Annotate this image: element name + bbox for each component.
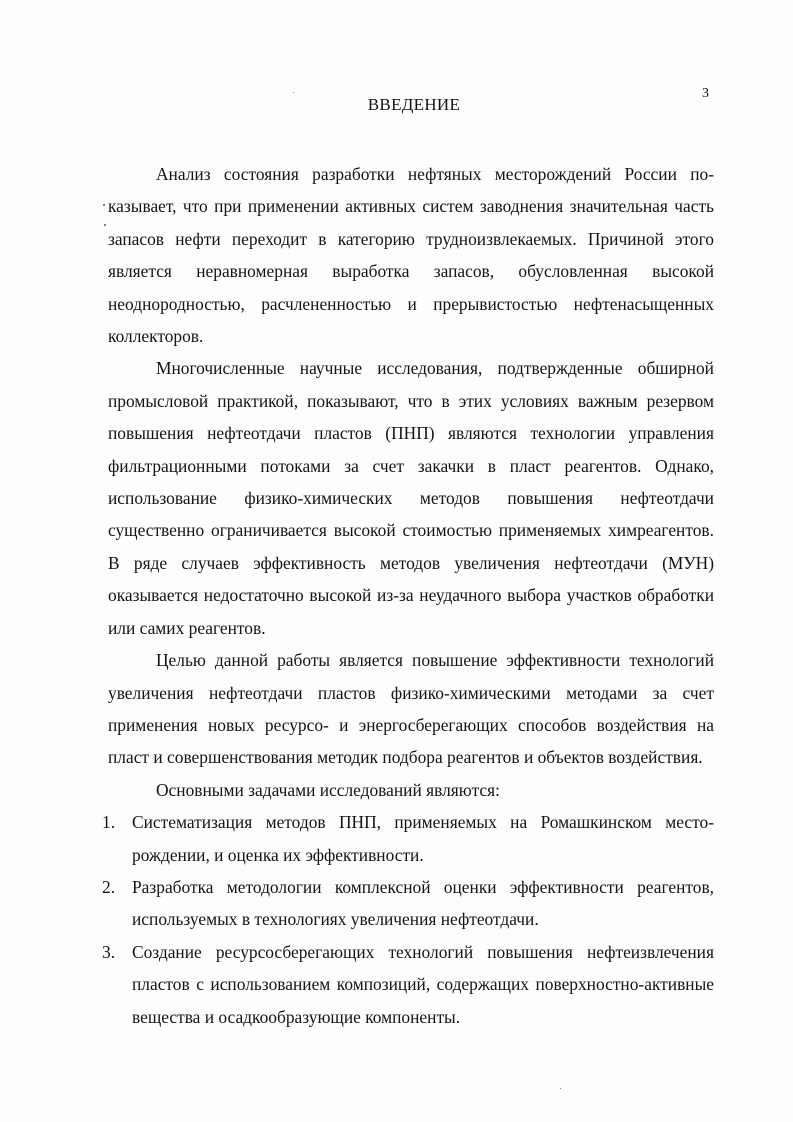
list-item-number: 1. xyxy=(102,812,116,833)
page-number: 3 xyxy=(702,86,709,101)
list-item xyxy=(102,871,714,936)
tasks-intro: Основными задачами исследований являются: xyxy=(156,779,500,800)
scan-speck xyxy=(293,92,294,93)
tasks-list xyxy=(102,806,714,1033)
list-item-text: Разработка методологии комплексной оценки эффективности реагентов, используемых в технологиях увеличения нефтеотдачи. xyxy=(132,876,714,930)
paragraph-analysis: Анализ состояния разработки нефтяных месторождений России показывает, что при применении активных систем заводнения значительная часть запасов нефти переходит в категорию трудноизвлекаемых. Причиной этого является неравномерная выработка запасов, обусловленная высокой неоднородностью, расчлененностью и прерывистостью нефтенасыщенных коллекторов. xyxy=(108,164,714,347)
paragraph-goal: Целью данной работы является повышение эффективности технологий увеличения нефтеотдачи пластов физико-химическими методами за счет применения новых ресурсо- и энергосберегающих способов воздействия на пласт и совершенствования методик подбора реагентов и объектов воздействия. xyxy=(108,650,714,768)
list-item-number: 2. xyxy=(102,876,116,897)
paragraph-research: Многочисленные научные исследования, подтвержденные обширной промысловой практикой, показывают, что в этих условиях важным резервом повышения нефтеотдачи пластов (ПНП) являются технологии управления фильтрационными потоками за счет закачки в пласт реагентов. Однако, использование физико-химических методов повышения нефтеотдачи существенно ограничивается высокой стоимостью применяемых химреагентов. В ряде случаев эффективность методов увеличения нефтеотдачи (МУН) оказывается недостаточно высокой из-за неудачного выбора участков обработки или самих реагентов. xyxy=(108,358,714,638)
scan-speck xyxy=(104,224,106,226)
list-item-text: Создание ресурсосберегающих технологий повышения нефтеизвлечения пластов с использованием композиций, содержащих поверхностно-активные вещества и осадкообразующие компоненты. xyxy=(132,941,714,1027)
list-item xyxy=(102,936,714,1033)
list-item-number: 3. xyxy=(102,941,116,962)
list-item xyxy=(102,806,714,871)
document-body xyxy=(102,158,714,1033)
scan-speck xyxy=(560,1088,561,1089)
page-title: ВВЕДЕНИЕ xyxy=(367,95,461,114)
list-item-text: Систематизация методов ПНП, применяемых на Ромашкинском месторождении, и оценка их эффективности. xyxy=(132,812,714,865)
scan-speck xyxy=(103,204,105,206)
